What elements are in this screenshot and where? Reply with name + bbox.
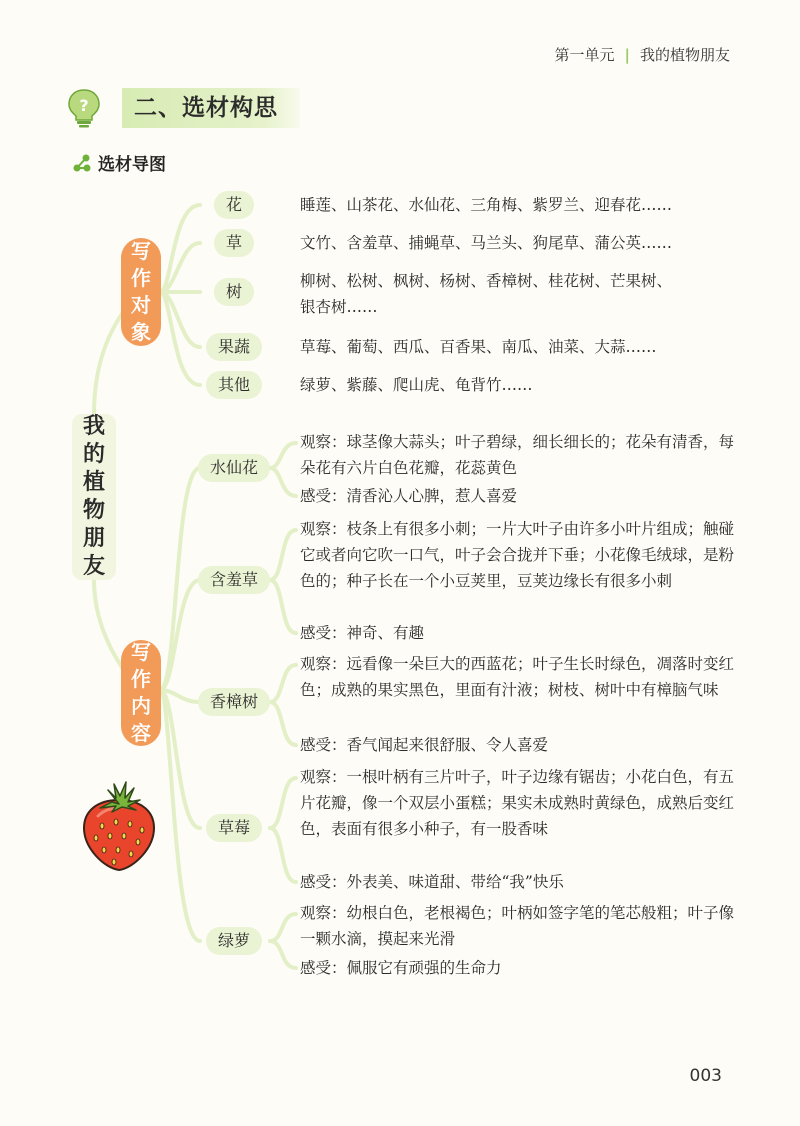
feel-text: 感受：神奇、有趣 (300, 624, 425, 642)
object-pill-fruit-veg: 果蔬 (206, 333, 262, 361)
connector-content-pothos (160, 690, 200, 941)
object-examples-grass: 文竹、含羞草、捕蝇草、马兰头、狗尾草、蒲公英…… (300, 234, 673, 252)
root-char: 植 (82, 470, 105, 495)
connector-mimosa-feel (270, 580, 296, 633)
root-char: 的 (82, 442, 105, 467)
category-writing-object (121, 238, 161, 346)
root-char: 友 (82, 554, 105, 579)
observe-text: 观察：枝条上有很多小刺；一片大叶子由许多小叶片组成；触碰它或者向它吹一口气，叶子会合拢并下垂；小花像毛绒球，是粉色的；种子长在一个小豆荚里，豆荚边缘长有很多小刺 (300, 520, 735, 590)
category-char: 容 (131, 721, 151, 745)
category-char: 作 (131, 266, 151, 290)
connector-pothos-feel (270, 941, 296, 968)
object-pill-other: 其他 (206, 371, 262, 399)
observe-text: 观察：一根叶柄有三片叶子，叶子边缘有锯齿；小花白色，有五片花瓣，像一个双层小蛋糕；果实未成熟时黄绿色，成熟后变红色，表面有很多小种子，有一股香味 (300, 768, 735, 838)
connector-narcissus-observe (270, 443, 296, 468)
connector-camphor-observe (270, 665, 296, 702)
connector-camphor-feel (270, 702, 296, 745)
mindmap-root (72, 414, 116, 580)
object-examples-fruit-veg: 草莓、葡萄、西瓜、百香果、南瓜、油菜、大蒜…… (300, 338, 657, 356)
observe-text: 观察：幼根白色，老根褐色；叶柄如签字笔的笔芯般粗；叶子像一颗水滴，摸起来光滑 (300, 904, 735, 948)
category-char: 写 (131, 640, 151, 664)
feel-text: 感受：佩服它有顽强的生命力 (300, 959, 502, 977)
content-pill-mimosa: 含羞草 (198, 566, 270, 594)
content-pill-narcissus: 水仙花 (198, 454, 270, 482)
connector-object-flower (160, 205, 200, 292)
svg-text:?: ? (79, 96, 89, 115)
object-examples-flower: 睡莲、山茶花、水仙花、三角梅、紫罗兰、迎春花…… (300, 196, 673, 214)
observe-text: 观察：球茎像大蒜头；叶子碧绿，细长细长的；花朵有清香，每朵花有六片白色花瓣，花蕊黄色 (300, 433, 735, 477)
strawberry-icon (78, 780, 160, 872)
category-char: 象 (131, 320, 151, 344)
object-examples-tree-line1: 柳树、松树、枫树、杨树、香樟树、桂花树、芒果树、 (300, 272, 673, 290)
connector-object-other (160, 292, 200, 385)
feel-text: 感受：外表美、味道甜、带给“我”快乐 (300, 873, 564, 891)
unit-label: 第一单元 (554, 46, 615, 64)
content-pill-strawberry: 草莓 (206, 814, 262, 842)
object-pill-grass: 草 (214, 229, 254, 257)
object-pill-flower: 花 (214, 191, 254, 219)
category-char: 作 (131, 667, 151, 691)
connector-pothos-observe (270, 914, 296, 941)
page-number: 003 (689, 1066, 722, 1086)
connector-narcissus-feel (270, 468, 296, 496)
connector-strawberry-observe (270, 778, 296, 828)
root-char: 朋 (82, 526, 105, 551)
object-examples-tree-line2: 银杏树…… (300, 298, 378, 316)
header-separator: | (624, 45, 630, 64)
connector-strawberry-feel (270, 828, 296, 882)
unit-title: 我的植物朋友 (639, 46, 730, 64)
subsection-title: 选材导图 (98, 155, 166, 175)
section-title: 二、选材构思 (122, 88, 300, 128)
category-char: 写 (131, 239, 151, 263)
category-char: 内 (131, 694, 151, 718)
content-pill-camphor: 香樟树 (198, 688, 270, 716)
feel-text: 感受：香气闻起来很舒服、令人喜爱 (300, 736, 549, 754)
root-char: 我 (82, 414, 105, 439)
observe-text: 观察：远看像一朵巨大的西蓝花；叶子生长时绿色，凋落时变红色；成熟的果实黑色，里面有汁液；树枝、树叶中有樟脑气味 (300, 655, 735, 699)
root-char: 物 (82, 498, 105, 523)
object-pill-tree: 树 (214, 278, 254, 306)
connector-mimosa-observe (270, 530, 296, 580)
connector-content-narcissus (160, 468, 200, 690)
category-char: 对 (131, 293, 151, 317)
category-writing-content (121, 640, 161, 746)
content-pill-pothos: 绿萝 (206, 927, 262, 955)
feel-text: 感受：清香沁人心脾，惹人喜爱 (300, 487, 518, 505)
object-examples-other: 绿萝、紫藤、爬山虎、龟背竹…… (300, 376, 533, 394)
